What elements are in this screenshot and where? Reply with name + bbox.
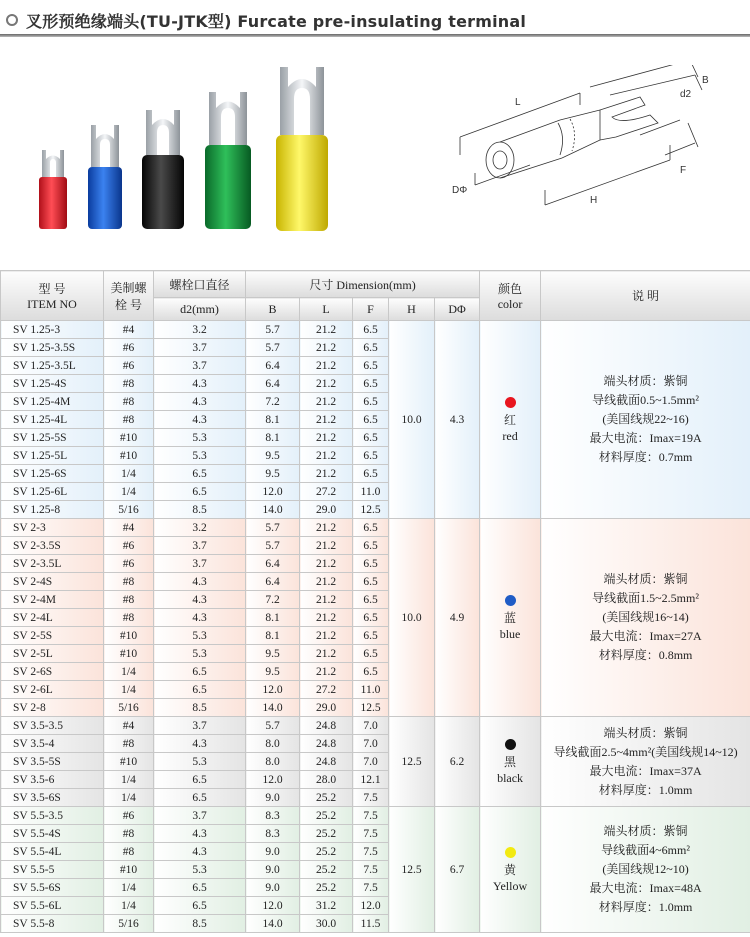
product-photo: [20, 55, 350, 265]
cell-bolt-diameter: 4.3: [154, 375, 246, 393]
cell-stud-size: #10: [104, 645, 154, 663]
cell-dim-F: 6.5: [353, 645, 389, 663]
header-dimension: 尺寸 Dimension(mm): [246, 271, 480, 298]
cell-bolt-diameter: 4.3: [154, 609, 246, 627]
cell-dim-F: 7.0: [353, 753, 389, 771]
bullet-icon: [6, 14, 18, 26]
color-name-en: red: [502, 428, 518, 443]
cell-stud-size: #8: [104, 411, 154, 429]
cell-stud-size: #8: [104, 735, 154, 753]
cell-bolt-diameter: 5.3: [154, 627, 246, 645]
label-DPhi: DΦ: [452, 185, 468, 196]
cell-stud-size: #6: [104, 537, 154, 555]
cell-item-no: SV 2-5S: [1, 627, 104, 645]
cell-dim-F: 6.5: [353, 321, 389, 339]
cell-item-no: SV 1.25-4M: [1, 393, 104, 411]
cell-stud-size: 1/4: [104, 789, 154, 807]
cell-dim-L: 21.2: [300, 555, 353, 573]
cell-dim-B: 9.5: [246, 465, 300, 483]
cell-dim-B: 7.2: [246, 591, 300, 609]
cell-dim-B: 5.7: [246, 519, 300, 537]
page-title: 叉形预绝缘端头(TU-JTK型) Furcate pre-insulating terminal: [26, 11, 527, 31]
cell-item-no: SV 2-5L: [1, 645, 104, 663]
cell-dim-L: 21.2: [300, 645, 353, 663]
cell-bolt-diameter: 6.5: [154, 465, 246, 483]
title-divider: [0, 34, 750, 37]
cell-dim-L: 21.2: [300, 465, 353, 483]
cell-dim-L: 21.2: [300, 411, 353, 429]
cell-stud-size: 1/4: [104, 465, 154, 483]
cell-item-no: SV 5.5-8: [1, 915, 104, 933]
cell-item-no: SV 1.25-4L: [1, 411, 104, 429]
yellow-color-dot-icon: [505, 847, 516, 858]
table-row: [1, 807, 750, 825]
cell-item-no: SV 3.5-6S: [1, 789, 104, 807]
note-line: 材料厚度：0.8mm: [598, 648, 693, 662]
cell-dim-B: 14.0: [246, 699, 300, 717]
cell-dim-B: 8.1: [246, 411, 300, 429]
cell-color: [480, 321, 541, 519]
cell-item-no: SV 2-3: [1, 519, 104, 537]
cell-dim-L: 21.2: [300, 573, 353, 591]
cell-bolt-diameter: 4.3: [154, 573, 246, 591]
cell-stud-size: #4: [104, 717, 154, 735]
cell-dim-B: 5.7: [246, 339, 300, 357]
cell-stud-size: #8: [104, 843, 154, 861]
cell-bolt-diameter: 4.3: [154, 843, 246, 861]
cell-dim-L: 25.2: [300, 789, 353, 807]
cell-dim-F: 11.5: [353, 915, 389, 933]
note-line: 端头材质：紫铜: [603, 824, 688, 838]
cell-stud-size: 1/4: [104, 681, 154, 699]
cell-bolt-diameter: 5.3: [154, 447, 246, 465]
cell-dim-B: 5.7: [246, 717, 300, 735]
cell-bolt-diameter: 8.5: [154, 699, 246, 717]
spec-table-body: [1, 321, 750, 933]
cell-stud-size: 1/4: [104, 897, 154, 915]
cell-bolt-diameter: 3.7: [154, 357, 246, 375]
cell-dim-F: 6.5: [353, 447, 389, 465]
cell-dim-F: 6.5: [353, 555, 389, 573]
cell-stud-size: #6: [104, 555, 154, 573]
red-color-dot-icon: [505, 397, 516, 408]
green-terminal-sleeve: [205, 145, 251, 229]
cell-dim-L: 29.0: [300, 699, 353, 717]
cell-dim-B: 8.1: [246, 627, 300, 645]
cell-bolt-diameter: 6.5: [154, 681, 246, 699]
black-terminal-fork: [146, 110, 180, 155]
cell-dim-F: 6.5: [353, 663, 389, 681]
cell-note: [541, 807, 750, 933]
cell-dim-F: 6.5: [353, 591, 389, 609]
yellow-terminal-fork: [280, 67, 324, 135]
cell-dim-F: 7.5: [353, 825, 389, 843]
note-line: 端头材质：紫铜: [603, 374, 688, 388]
cell-dim-H: 10.0: [389, 519, 435, 717]
cell-dim-B: 9.0: [246, 861, 300, 879]
cell-bolt-diameter: 3.2: [154, 321, 246, 339]
cell-dim-L: 25.2: [300, 807, 353, 825]
cell-dim-F: 6.5: [353, 375, 389, 393]
cell-dim-B: 8.3: [246, 825, 300, 843]
cell-stud-size: 5/16: [104, 699, 154, 717]
note-line: (美国线规12~10): [602, 862, 689, 876]
cell-dim-F: 6.5: [353, 573, 389, 591]
cell-dim-L: 31.2: [300, 897, 353, 915]
blue-terminal-fork: [91, 125, 119, 167]
cell-dim-H: 10.0: [389, 321, 435, 519]
note-line: (美国线规22~16): [602, 412, 689, 426]
blue-color-dot-icon: [505, 595, 516, 606]
cell-dim-B: 9.5: [246, 645, 300, 663]
cell-item-no: SV 2-8: [1, 699, 104, 717]
cell-dim-F: 7.0: [353, 717, 389, 735]
cell-stud-size: #8: [104, 393, 154, 411]
header-stud: 美制螺 栓 号: [104, 271, 154, 321]
spec-table: [0, 270, 750, 933]
cell-item-no: SV 1.25-8: [1, 501, 104, 519]
cell-dim-L: 24.8: [300, 753, 353, 771]
cell-dim-L: 28.0: [300, 771, 353, 789]
cell-stud-size: #8: [104, 609, 154, 627]
cell-dim-B: 9.0: [246, 879, 300, 897]
color-name-cn: 红: [504, 412, 517, 427]
cell-dim-F: 6.5: [353, 609, 389, 627]
note-line: 材料厚度：0.7mm: [598, 450, 693, 464]
label-L: L: [515, 97, 521, 108]
cell-dim-B: 6.4: [246, 573, 300, 591]
cell-stud-size: #10: [104, 627, 154, 645]
cell-dim-F: 7.5: [353, 861, 389, 879]
cell-dim-L: 25.2: [300, 843, 353, 861]
cell-item-no: SV 3.5-6: [1, 771, 104, 789]
cell-dim-F: 12.1: [353, 771, 389, 789]
label-H: H: [590, 195, 598, 206]
table-row: [1, 519, 750, 537]
cell-item-no: SV 2-4M: [1, 591, 104, 609]
cell-dim-L: 21.2: [300, 339, 353, 357]
cell-dim-B: 8.0: [246, 753, 300, 771]
cell-stud-size: #6: [104, 807, 154, 825]
cell-item-no: SV 2-6L: [1, 681, 104, 699]
cell-dim-H: 12.5: [389, 717, 435, 807]
cell-stud-size: #6: [104, 357, 154, 375]
cell-bolt-diameter: 5.3: [154, 645, 246, 663]
cell-stud-size: 1/4: [104, 771, 154, 789]
green-terminal-fork: [209, 92, 247, 145]
cell-note: [541, 717, 750, 807]
note-line: 材料厚度：1.0mm: [598, 900, 693, 914]
note-line: (美国线规16~14): [602, 610, 689, 624]
cell-bolt-diameter: 4.3: [154, 825, 246, 843]
note-line: 导线截面4~6mm²: [601, 843, 690, 857]
cell-item-no: SV 1.25-6L: [1, 483, 104, 501]
cell-stud-size: #10: [104, 753, 154, 771]
cell-dim-L: 21.2: [300, 429, 353, 447]
cell-stud-size: #10: [104, 447, 154, 465]
cell-note: [541, 321, 750, 519]
cell-dim-L: 21.2: [300, 591, 353, 609]
cell-dim-B: 12.0: [246, 681, 300, 699]
cell-item-no: SV 1.25-5S: [1, 429, 104, 447]
cell-dim-D: 4.3: [435, 321, 480, 519]
header-color: 颜色 color: [480, 271, 541, 321]
cell-dim-L: 25.2: [300, 861, 353, 879]
cell-bolt-diameter: 3.7: [154, 537, 246, 555]
cell-item-no: SV 2-4L: [1, 609, 104, 627]
cell-bolt-diameter: 3.7: [154, 807, 246, 825]
header-D: DΦ: [435, 298, 480, 321]
cell-dim-F: 6.5: [353, 519, 389, 537]
header-note: 说 明: [541, 271, 750, 321]
cell-item-no: SV 5.5-4S: [1, 825, 104, 843]
cell-bolt-diameter: 6.5: [154, 663, 246, 681]
color-name-en: blue: [499, 626, 521, 641]
cell-bolt-diameter: 8.5: [154, 501, 246, 519]
cell-bolt-diameter: 6.5: [154, 879, 246, 897]
header-B: B: [246, 298, 300, 321]
cell-stud-size: 5/16: [104, 501, 154, 519]
cell-dim-F: 11.0: [353, 681, 389, 699]
cell-dim-B: 5.7: [246, 321, 300, 339]
cell-bolt-diameter: 3.7: [154, 339, 246, 357]
cell-bolt-diameter: 3.7: [154, 717, 246, 735]
cell-dim-B: 6.4: [246, 555, 300, 573]
cell-dim-F: 7.5: [353, 789, 389, 807]
label-B: B: [702, 75, 709, 86]
cell-stud-size: #10: [104, 429, 154, 447]
cell-stud-size: #8: [104, 591, 154, 609]
header-F: F: [353, 298, 389, 321]
cell-dim-F: 6.5: [353, 393, 389, 411]
cell-color: [480, 717, 541, 807]
cell-dim-B: 12.0: [246, 771, 300, 789]
color-name-cn: 黑: [504, 754, 517, 769]
cell-stud-size: #8: [104, 375, 154, 393]
cell-item-no: SV 1.25-3: [1, 321, 104, 339]
cell-dim-D: 6.7: [435, 807, 480, 933]
cell-item-no: SV 1.25-5L: [1, 447, 104, 465]
cell-dim-F: 12.0: [353, 897, 389, 915]
cell-dim-F: 6.5: [353, 357, 389, 375]
cell-dim-L: 21.2: [300, 609, 353, 627]
cell-dim-D: 6.2: [435, 717, 480, 807]
cell-dim-B: 9.5: [246, 447, 300, 465]
cell-dim-F: 6.5: [353, 465, 389, 483]
color-name-en: Yellow: [493, 878, 528, 893]
cell-dim-B: 7.2: [246, 393, 300, 411]
cell-bolt-diameter: 6.5: [154, 897, 246, 915]
note-line: 最大电流：Imax=48A: [589, 881, 702, 895]
cell-item-no: SV 1.25-6S: [1, 465, 104, 483]
cell-dim-B: 14.0: [246, 501, 300, 519]
cell-bolt-diameter: 3.2: [154, 519, 246, 537]
cell-note: [541, 519, 750, 717]
cell-stud-size: 1/4: [104, 483, 154, 501]
cell-bolt-diameter: 4.3: [154, 591, 246, 609]
cell-dim-F: 7.5: [353, 843, 389, 861]
cell-dim-L: 21.2: [300, 375, 353, 393]
cell-dim-F: 6.5: [353, 429, 389, 447]
cell-stud-size: #10: [104, 861, 154, 879]
cell-item-no: SV 2-4S: [1, 573, 104, 591]
red-terminal-sleeve: [39, 177, 67, 229]
cell-bolt-diameter: 8.5: [154, 915, 246, 933]
cell-item-no: SV 3.5-5S: [1, 753, 104, 771]
cell-dim-L: 30.0: [300, 915, 353, 933]
note-line: 材料厚度：1.0mm: [598, 782, 693, 797]
cell-dim-B: 9.5: [246, 663, 300, 681]
cell-stud-size: 1/4: [104, 879, 154, 897]
cell-dim-B: 14.0: [246, 915, 300, 933]
note-line: 导线截面2.5~4mm²(美国线规14~12): [553, 744, 738, 759]
cell-dim-B: 8.1: [246, 429, 300, 447]
cell-dim-L: 21.2: [300, 663, 353, 681]
cell-bolt-diameter: 3.7: [154, 555, 246, 573]
cell-color: [480, 807, 541, 933]
cell-stud-size: #8: [104, 573, 154, 591]
cell-dim-B: 9.0: [246, 789, 300, 807]
cell-item-no: SV 5.5-4L: [1, 843, 104, 861]
header-H: H: [389, 298, 435, 321]
cell-dim-F: 6.5: [353, 537, 389, 555]
cell-dim-L: 21.2: [300, 519, 353, 537]
header-model: 型 号 ITEM NO: [1, 271, 104, 321]
note-line: 最大电流：Imax=37A: [589, 763, 702, 778]
blue-terminal-sleeve: [88, 167, 122, 229]
cell-dim-D: 4.9: [435, 519, 480, 717]
red-terminal-fork: [42, 150, 64, 177]
cell-dim-L: 29.0: [300, 501, 353, 519]
cell-stud-size: #4: [104, 519, 154, 537]
cell-dim-L: 25.2: [300, 879, 353, 897]
header-bolt: 螺栓口直径: [154, 271, 246, 298]
cell-dim-H: 12.5: [389, 807, 435, 933]
cell-dim-F: 6.5: [353, 627, 389, 645]
label-d2: d2: [680, 89, 692, 100]
cell-bolt-diameter: 5.3: [154, 753, 246, 771]
cell-stud-size: #8: [104, 825, 154, 843]
cell-dim-L: 24.8: [300, 717, 353, 735]
table-row: [1, 321, 750, 339]
cell-item-no: SV 5.5-6L: [1, 897, 104, 915]
cell-dim-L: 25.2: [300, 825, 353, 843]
cell-bolt-diameter: 6.5: [154, 483, 246, 501]
cell-stud-size: 5/16: [104, 915, 154, 933]
cell-dim-B: 9.0: [246, 843, 300, 861]
cell-item-no: SV 1.25-3.5S: [1, 339, 104, 357]
black-terminal-sleeve: [142, 155, 184, 229]
cell-dim-B: 6.4: [246, 375, 300, 393]
cell-dim-F: 7.5: [353, 879, 389, 897]
color-name-cn: 蓝: [504, 610, 517, 625]
cell-dim-L: 21.2: [300, 321, 353, 339]
cell-stud-size: #4: [104, 321, 154, 339]
black-color-dot-icon: [505, 739, 516, 750]
cell-dim-B: 12.0: [246, 897, 300, 915]
note-line: 最大电流：Imax=27A: [589, 629, 702, 643]
note-line: 导线截面0.5~1.5mm²: [592, 393, 699, 407]
cell-dim-L: 21.2: [300, 393, 353, 411]
cell-bolt-diameter: 4.3: [154, 393, 246, 411]
cell-dim-F: 6.5: [353, 339, 389, 357]
cell-dim-B: 12.0: [246, 483, 300, 501]
cell-bolt-diameter: 4.3: [154, 735, 246, 753]
cell-item-no: SV 2-6S: [1, 663, 104, 681]
cell-dim-L: 24.8: [300, 735, 353, 753]
cell-bolt-diameter: 6.5: [154, 771, 246, 789]
cell-dim-L: 21.2: [300, 627, 353, 645]
cell-dim-F: 7.0: [353, 735, 389, 753]
cell-bolt-diameter: 4.3: [154, 411, 246, 429]
cell-dim-B: 8.1: [246, 609, 300, 627]
cell-dim-F: 12.5: [353, 501, 389, 519]
cell-dim-F: 11.0: [353, 483, 389, 501]
cell-color: [480, 519, 541, 717]
cell-dim-B: 8.0: [246, 735, 300, 753]
cell-item-no: SV 1.25-3.5L: [1, 357, 104, 375]
cell-bolt-diameter: 5.3: [154, 429, 246, 447]
note-line: 端头材质：紫铜: [603, 725, 688, 740]
cell-stud-size: 1/4: [104, 663, 154, 681]
dimension-diagram: [440, 65, 740, 225]
cell-stud-size: #6: [104, 339, 154, 357]
cell-item-no: SV 2-3.5S: [1, 537, 104, 555]
cell-bolt-diameter: 5.3: [154, 861, 246, 879]
cell-item-no: SV 3.5-4: [1, 735, 104, 753]
cell-dim-L: 21.2: [300, 537, 353, 555]
color-name-cn: 黄: [504, 862, 517, 877]
color-name-en: black: [497, 770, 524, 785]
cell-dim-B: 5.7: [246, 537, 300, 555]
cell-item-no: SV 5.5-6S: [1, 879, 104, 897]
cell-dim-F: 12.5: [353, 699, 389, 717]
cell-dim-L: 21.2: [300, 447, 353, 465]
cell-dim-B: 6.4: [246, 357, 300, 375]
cell-item-no: SV 5.5-5: [1, 861, 104, 879]
cell-dim-L: 21.2: [300, 357, 353, 375]
note-line: 导线截面1.5~2.5mm²: [592, 591, 699, 605]
header-d2: d2(mm): [154, 298, 246, 321]
yellow-terminal-sleeve: [276, 135, 328, 231]
note-line: 最大电流：Imax=19A: [589, 431, 702, 445]
note-line: 端头材质：紫铜: [603, 572, 688, 586]
table-row: [1, 717, 750, 735]
cell-bolt-diameter: 6.5: [154, 789, 246, 807]
cell-item-no: SV 2-3.5L: [1, 555, 104, 573]
label-F: F: [680, 165, 687, 176]
cell-dim-L: 27.2: [300, 483, 353, 501]
cell-item-no: SV 5.5-3.5: [1, 807, 104, 825]
cell-item-no: SV 1.25-4S: [1, 375, 104, 393]
cell-item-no: SV 3.5-3.5: [1, 717, 104, 735]
cell-dim-L: 27.2: [300, 681, 353, 699]
title-bar: [0, 6, 750, 34]
header-L: L: [300, 298, 353, 321]
cell-dim-B: 8.3: [246, 807, 300, 825]
cell-dim-F: 6.5: [353, 411, 389, 429]
cell-dim-F: 7.5: [353, 807, 389, 825]
